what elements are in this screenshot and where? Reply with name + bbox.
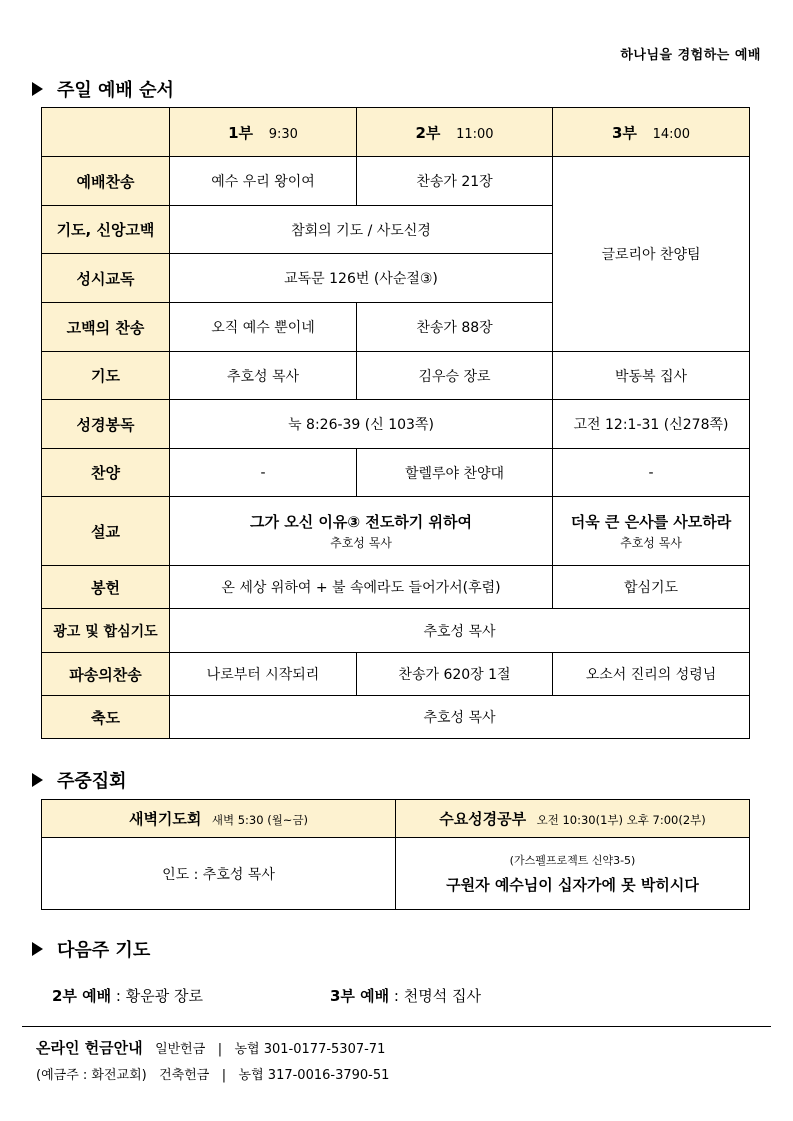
next-prayer-service-3 — [330, 985, 481, 1006]
offering-type: 건축헌금 — [159, 1068, 210, 1083]
row-label: 성경봉독 — [42, 400, 170, 449]
wednesday-study-header: 수요성경공부 오전 10:30(1부) 오후 7:00(2부) — [396, 800, 750, 838]
sermon-title: 더욱 큰 은사를 사모하라 — [570, 513, 732, 531]
weekday-meetings-table — [41, 799, 750, 910]
row-label: 봉헌 — [42, 566, 170, 609]
row-label: 광고 및 합심기도 — [42, 609, 170, 653]
divider: | — [217, 1042, 223, 1057]
cell: 오소서 진리의 성령님 — [553, 653, 750, 696]
bank-account: 농협 317-0016-3790-51 — [238, 1068, 390, 1083]
cell: 찬송가 88장 — [357, 303, 553, 352]
sermon-title: 그가 오신 이유③ 전도하기 위하여 — [250, 513, 472, 531]
dawn-prayer-header: 새벽기도회 새벽 5:30 (월~금) — [42, 800, 396, 838]
table-row — [42, 497, 750, 566]
triangle-bullet-icon — [32, 773, 43, 787]
triangle-bullet-icon — [32, 942, 43, 956]
cell: 온 세상 위하여 + 불 속에라도 들어가서(후렴) — [170, 566, 553, 609]
cell: 눅 8:26-39 (신 103쪽) — [170, 400, 553, 449]
table-row — [42, 352, 750, 400]
table-row — [42, 400, 750, 449]
separator: : — [111, 987, 126, 1005]
worship-order-table — [41, 107, 750, 739]
cell: 교독문 126번 (사순절③) — [170, 254, 553, 303]
cell: 나로부터 시작되리 — [170, 653, 357, 696]
divider-line — [22, 1026, 771, 1027]
cell: 고전 12:1-31 (신278쪽) — [553, 400, 750, 449]
service-3-praise-team-cell: 글로리아 찬양팀 — [553, 157, 750, 352]
cell: 예수 우리 왕이여 — [170, 157, 357, 206]
service-3-header: 3부 14:00 — [553, 108, 750, 157]
table-row — [42, 566, 750, 609]
offering-line-general — [36, 1037, 385, 1058]
sermon-preacher: 추호성 목사 — [330, 536, 392, 550]
cell: - — [553, 449, 750, 497]
next-prayer-title: 다음주 기도 — [57, 940, 151, 961]
tagline: 하나님을 경험하는 예배 — [620, 48, 761, 63]
sermon-cell — [553, 497, 750, 566]
prayer-leader: 천명석 집사 — [403, 987, 481, 1005]
weekday-body-row — [42, 838, 750, 910]
bank-account: 농협 301-0177-5307-71 — [234, 1042, 386, 1057]
row-label: 고백의 찬송 — [42, 303, 170, 352]
account-holder: (예금주 : 화전교회) — [36, 1068, 147, 1083]
offering-title: 온라인 헌금안내 — [36, 1039, 143, 1057]
row-label: 기도 — [42, 352, 170, 400]
cell: 오직 예수 뿐이네 — [170, 303, 357, 352]
row-label: 예배찬송 — [42, 157, 170, 206]
row-label: 찬양 — [42, 449, 170, 497]
dawn-leader: 인도 : 추호성 목사 — [42, 838, 396, 910]
worship-section-heading — [32, 76, 174, 102]
table-row — [42, 653, 750, 696]
weekday-section-heading — [32, 767, 127, 793]
cell: 김우승 장로 — [357, 352, 553, 400]
service-1-header: 1부 9:30 — [170, 108, 357, 157]
cell: - — [170, 449, 357, 497]
row-label: 축도 — [42, 696, 170, 739]
triangle-bullet-icon — [32, 82, 43, 96]
cell: 추호성 목사 — [170, 352, 357, 400]
cell: 찬송가 620장 1절 — [357, 653, 553, 696]
separator: : — [389, 987, 404, 1005]
wednesday-topic: 구원자 예수님이 십자가에 못 박히시다 — [446, 876, 699, 894]
cell: 추호성 목사 — [170, 609, 750, 653]
table-row — [42, 449, 750, 497]
table-row — [42, 157, 750, 206]
row-label: 파송의찬송 — [42, 653, 170, 696]
wednesday-subtitle: (가스펠프로젝트 신약3-5) — [509, 854, 636, 867]
cell: 합심기도 — [553, 566, 750, 609]
cell: 추호성 목사 — [170, 696, 750, 739]
cell: 할렐루야 찬양대 — [357, 449, 553, 497]
prayer-leader: 황운광 장로 — [125, 987, 203, 1005]
offering-type: 일반헌금 — [155, 1042, 206, 1057]
row-label: 기도, 신앙고백 — [42, 206, 170, 254]
weekday-header-row — [42, 800, 750, 838]
service-2-header: 2부 11:00 — [357, 108, 553, 157]
next-prayer-service-2 — [52, 985, 203, 1006]
service-label: 2부 예배 — [52, 987, 112, 1005]
table-row — [42, 696, 750, 739]
table-row — [42, 609, 750, 653]
service-header-row — [42, 108, 750, 157]
corner-cell — [42, 108, 170, 157]
wednesday-topic-cell — [396, 838, 750, 910]
sermon-preacher: 추호성 목사 — [620, 536, 682, 550]
weekday-title: 주중집회 — [57, 771, 127, 792]
sermon-cell — [170, 497, 553, 566]
row-label: 설교 — [42, 497, 170, 566]
service-label: 3부 예배 — [330, 987, 390, 1005]
next-prayer-heading — [32, 936, 150, 962]
cell: 박동복 집사 — [553, 352, 750, 400]
divider: | — [221, 1068, 227, 1083]
offering-line-building — [36, 1064, 389, 1083]
row-label: 성시교독 — [42, 254, 170, 303]
cell: 찬송가 21장 — [357, 157, 553, 206]
worship-title: 주일 예배 순서 — [57, 80, 174, 101]
cell: 참회의 기도 / 사도신경 — [170, 206, 553, 254]
